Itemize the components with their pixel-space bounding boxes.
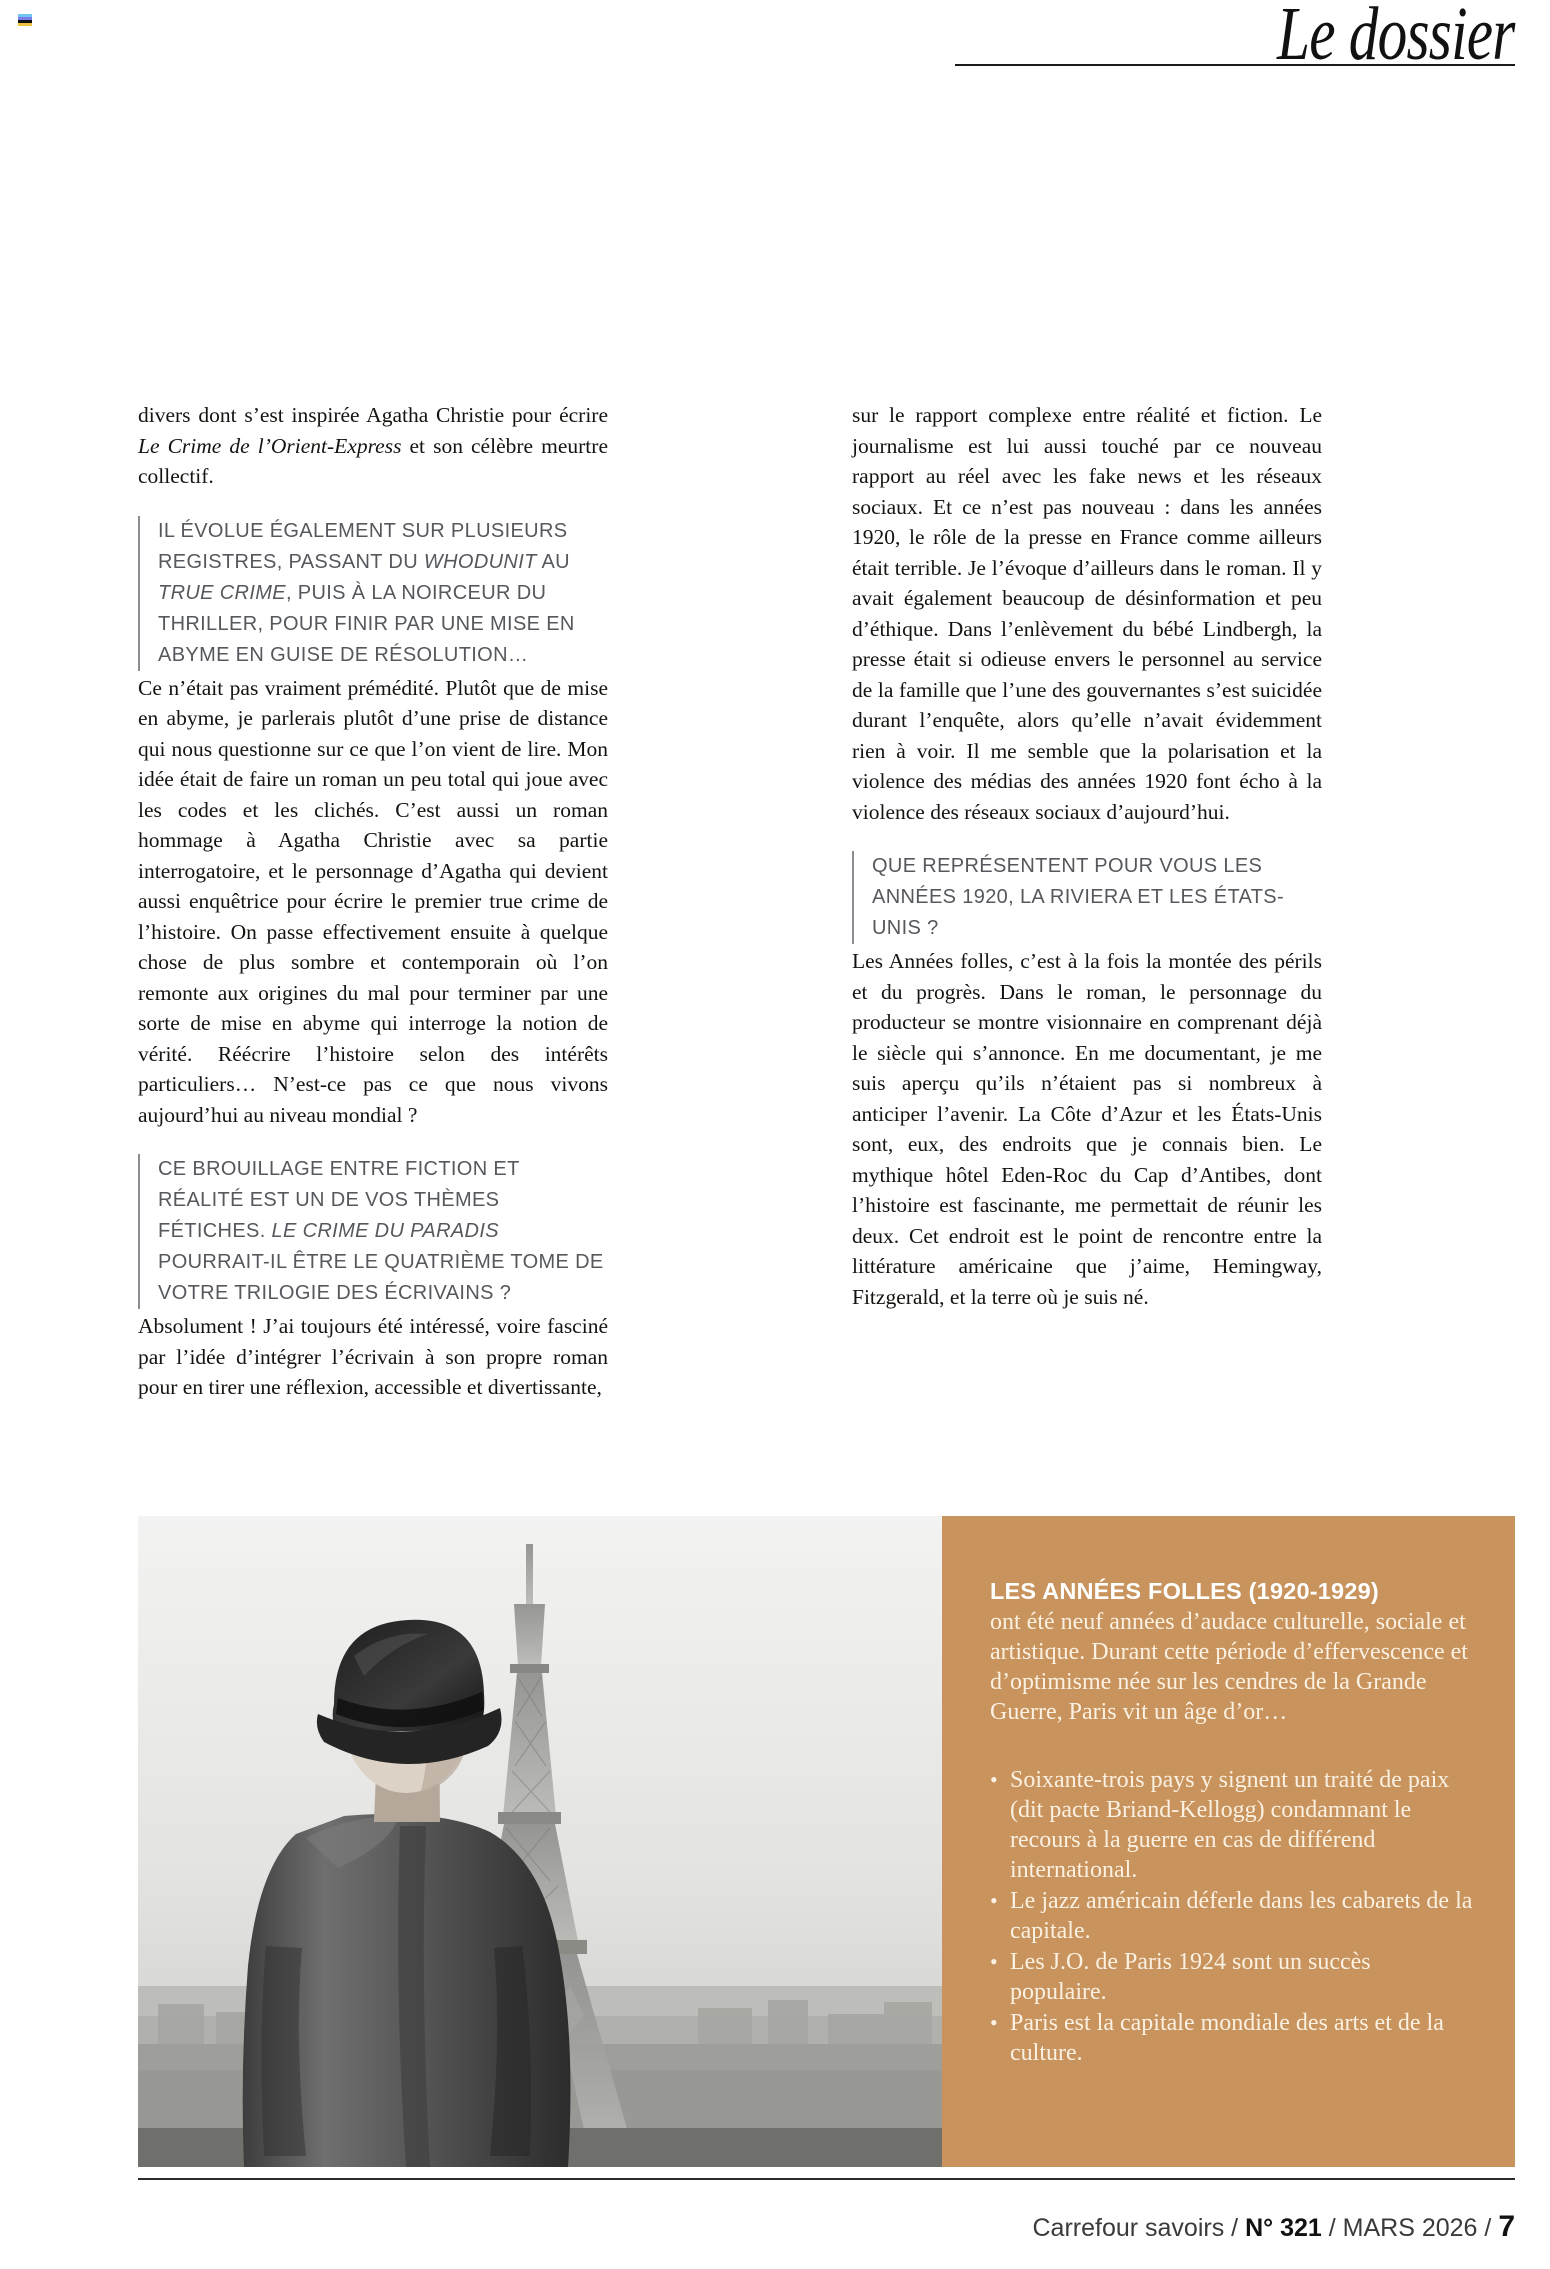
interview-answer-1: Ce n’était pas vraiment prémédité. Plutôt que de mise en abyme, je parlerais plutôt d’une prise de distance qui nous questionne sur ce que l’on vient de lire. Mon idée était de faire un roman un peu total qui joue avec les codes et les clichés. C’est aussi un roman hommage à Agatha Christie avec sa partie interrogatoire, et le personnage d’Agatha qui devient aussi enquêtrice pour écrire le premier true crime de l’histoire. On passe effectivement ensuite à quelque chose de plus sombre et contemporain où l’on remonte aux origines du mal pour terminer par une sorte de mise en abyme qui interroge la notion de vérité. Réécrire l’histoire selon des intérêts particuliers… N’est-ce pas ce que nous vivons aujourd’hui au niveau mondial ?	[138, 675, 608, 1127]
intro-text-post: et son célèbre meurtre collectif.	[138, 433, 608, 488]
list-item: • Les J.O. de Paris 1924 sont un succès populaire.	[990, 1947, 1473, 2007]
book-title-orient-express: Le Crime de l’Orient-Express	[138, 433, 402, 458]
footer	[1032, 2210, 1515, 2244]
list-item: • Paris est la capitale mondiale des arts et de la culture.	[990, 2008, 1473, 2068]
q1-part2: AU	[536, 550, 570, 573]
interview-question-3: QUE REPRÉSENTENT POUR VOUS LES ANNÉES 1920, LA RIVIERA ET LES ÉTATS-UNIS ?	[852, 851, 1322, 944]
sidebar-body-text: ont été neuf années d’audace culturelle, sociale et artistique. Durant cette période d’effervescence et d’optimisme née sur les cendres de la Grande Guerre, Paris vit un âge d’or…	[990, 1609, 1468, 1725]
masthead	[955, 0, 1515, 92]
q1-part3: , PUIS À LA NOIRCEUR DU THRILLER, POUR FINIR PAR UNE MISE EN ABYME EN GUISE DE RÉSOLUTION…	[158, 581, 575, 666]
interview-answer-3: Les Années folles, c’est à la fois la montée des périls et du progrès. Dans le roman, le personnage du producteur se montre visionnaire en comprenant déjà le siècle qui s’annonce. En me documentant, je me suis aperçu qu’ils n’étaient pas si nombreux à anticiper l’avenir. La Côte d’Azur et les États-Unis sont, eux, des endroits que je connais bien. Le mythique hôtel Eden-Roc du Cap d’Antibes, dont l’histoire est fascinante, me permettait de réunir les deux. Cet endroit est le point de rencontre entre la littérature américaine que j’aime, Hemingway, Fitzgerald, et la terre où je suis né.	[852, 949, 1322, 1309]
interview-answer-2-continued: sur le rapport complexe entre réalité et fiction. Le journalisme est lui aussi touché par ce nouveau rapport au réel avec les fake news et les réseaux sociaux. Et ce n’est pas nouveau : dans les années 1920, le rôle de la presse en France comme ailleurs était terrible. Je l’évoque d’ailleurs dans le roman. Il y avait également beaucoup de désinformation et peu d’éthique. Dans l’enlèvement du bébé Lindbergh, la presse était si odieuse envers le personnel au service de la famille que l’une des gouvernantes s’est suicidée durant l’enquête, alors qu’elle n’avait évidemment rien à voir. Il me semble que la polarisation et la violence des médias des années 1920 font écho à la violence des réseaux sociaux d’aujourd’hui.	[852, 403, 1322, 824]
sidebar-bullet-list	[990, 1765, 1473, 2068]
q1-italic-whodunit: WHODUNIT	[423, 550, 537, 573]
footer-issue: N° 321	[1245, 2214, 1322, 2242]
list-item: • Soixante-trois pays y signent un traité de paix (dit pacte Briand-Kellogg) condamnant le recours à la guerre en cas de différend international.	[990, 1765, 1473, 1885]
photo-eiffel-tower-woman	[138, 1516, 942, 2167]
right-text-column	[852, 400, 1322, 1312]
page-title: Le dossier	[1277, 0, 1515, 76]
list-item: • Le jazz américain déferle dans les cabarets de la capitale.	[990, 1886, 1473, 1946]
registration-color-mark	[18, 14, 32, 26]
q2-italic-le-crime-du-paradis: LE CRIME DU PARADIS	[271, 1220, 499, 1242]
intro-paragraph	[138, 400, 608, 492]
photo-illustration	[138, 1516, 942, 2167]
footer-sep-1: /	[1231, 2214, 1239, 2242]
footer-sep-2: /	[1328, 2214, 1336, 2242]
q2-part1: CE BROUILLAGE ENTRE FICTION ET RÉALITÉ EST UN DE VOS THÈMES FÉTICHES.	[158, 1158, 520, 1242]
interview-question-1	[138, 516, 608, 671]
footer-sep-3: /	[1484, 2214, 1492, 2242]
footer-date: MARS 2026	[1342, 2214, 1478, 2242]
page-number: 7	[1498, 2210, 1515, 2243]
left-text-column	[138, 400, 608, 1403]
sidebar-les-annees-folles	[942, 1516, 1515, 2167]
intro-text-pre: divers dont s’est inspirée Agatha Christie pour écrire	[138, 403, 608, 427]
sidebar-title: LES ANNÉES FOLLES (1920-1929)	[990, 1578, 1379, 1604]
q1-italic-true-crime: TRUE CRIME	[158, 581, 286, 604]
interview-question-2	[138, 1154, 608, 1309]
q2-part2: POURRAIT-IL ÊTRE LE QUATRIÈME TOME DE VOTRE TRILOGIE DES ÉCRIVAINS ?	[158, 1251, 604, 1304]
interview-answer-2: Absolument ! J’ai toujours été intéressé, voire fasciné par l’idée d’intégrer l’écrivain à son propre roman pour en tirer une réflexion, accessible et divertissante,	[138, 1314, 608, 1399]
footer-rule	[138, 2178, 1515, 2180]
footer-magazine: Carrefour savoirs	[1032, 2214, 1225, 2242]
q1-part1: IL ÉVOLUE ÉGALEMENT SUR PLUSIEURS REGISTRES, PASSANT DU	[158, 519, 568, 573]
